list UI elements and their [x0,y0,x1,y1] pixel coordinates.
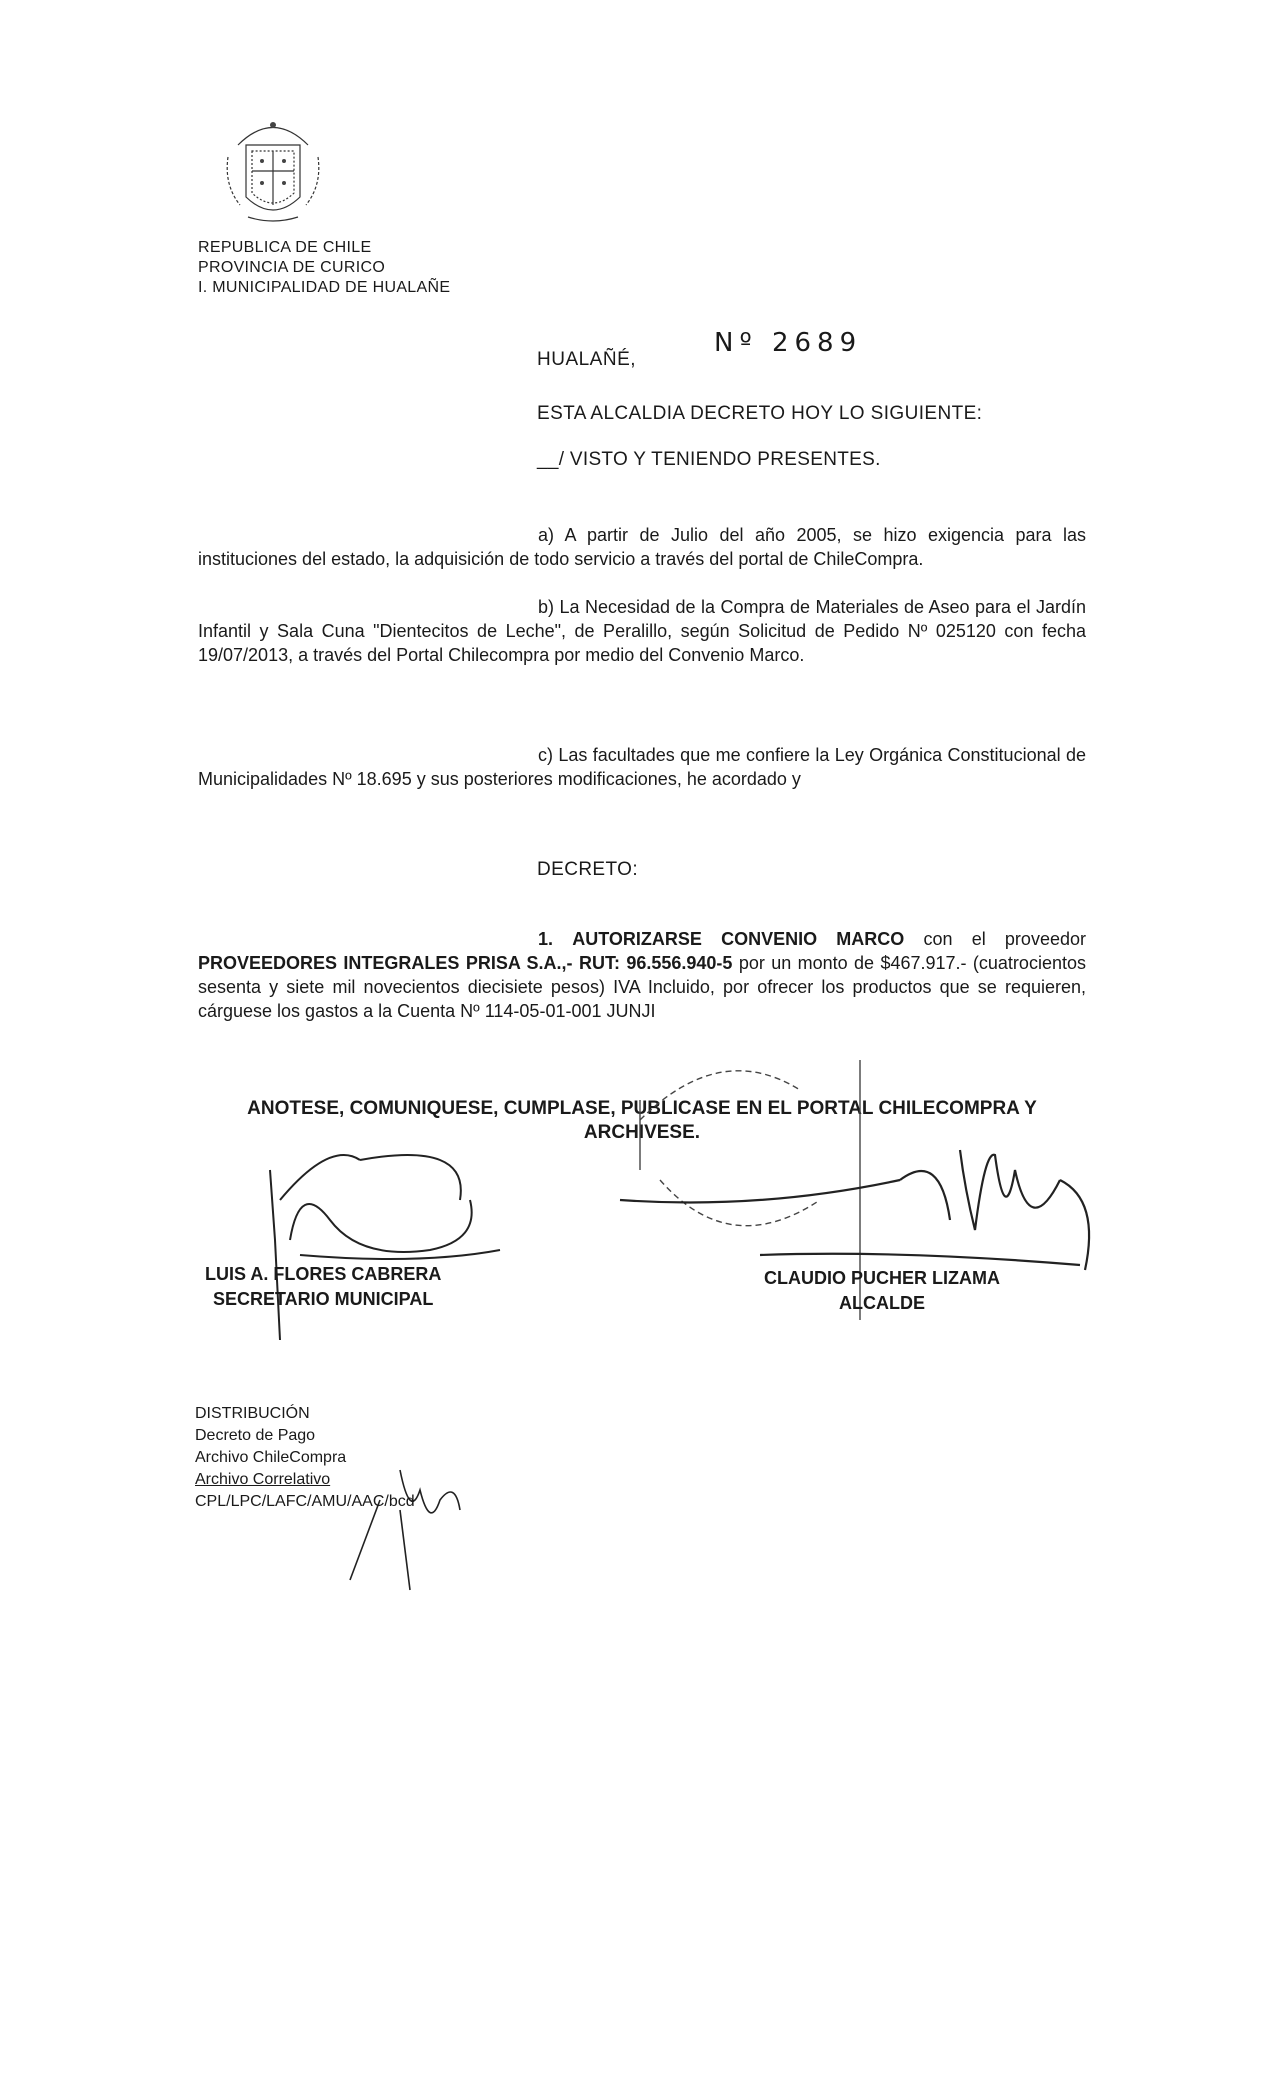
decree-number: Nº 2689 [714,328,863,358]
distribution-item: Decreto de Pago [195,1427,316,1444]
signature-block-mayor [764,1266,1000,1316]
right-signature-icon [620,1150,1089,1270]
header-line-province: PROVINCIA DE CURICO [198,259,386,276]
mayor-name: CLAUDIO PUCHER LIZAMA [764,1268,1000,1288]
visto-heading: __/ VISTO Y TENIENDO PRESENTES. [537,449,881,470]
decree-provider: PROVEEDORES INTEGRALES PRISA S.A.,- RUT: 96.556.940-5 [198,953,733,973]
decree-item-rest: por un monto de $467.917.- (cuatrocientos sesenta y siete mil novecientos diecisiete pesos) IVA Incluido, por ofrecer los productos que se requieren, cárguese los gastos a la Cuenta Nº 114-05-01-001 JUNJI [198,953,1086,1021]
decree-item-lead: AUTORIZARSE CONVENIO MARCO [572,929,905,949]
closing-line-1: ANOTESE, COMUNIQUESE, CUMPLASE, PUBLICASE EN EL PORTAL CHILECOMPRA Y [247,1098,1037,1119]
consideration-c-text: c) Las facultades que me confiere la Ley Orgánica Constitucional de Municipalidades Nº 18.695 y sus posteriores modificaciones, he acordado y [198,745,1086,789]
secretary-name: LUIS A. FLORES CABRERA [205,1264,442,1284]
consideration-b-text: b) La Necesidad de la Compra de Materiales de Aseo para el Jardín Infantil y Sala Cuna "Dientecitos de Leche", de Peralillo, según Solicitud de Pedido Nº 025120 con fecha 19/07/2013, a través del Portal Chilecompra por medio del Convenio Marco. [198,597,1086,665]
header-line-country: REPUBLICA DE CHILE [198,239,372,256]
distribution-item: CPL/LPC/LAFC/AMU/AAC/bcd [195,1493,415,1510]
distribution-list [195,1403,415,1513]
decree-intro: ESTA ALCALDIA DECRETO HOY LO SIGUIENTE: [537,403,983,424]
left-signature-icon [270,1155,500,1340]
decree-heading: DECRETO: [537,859,639,880]
distribution-item: Archivo ChileCompra [195,1449,347,1466]
header-line-municipality: I. MUNICIPALIDAD DE HUALAÑE [198,279,451,296]
closing-line-2: ARCHIVESE. [583,1122,701,1143]
secretary-title: SECRETARIO MUNICIPAL [213,1289,434,1309]
consideration-a-text: a) A partir de Julio del año 2005, se hizo exigencia para las instituciones del estado, la adquisición de todo servicio a través del portal de ChileCompra. [198,525,1086,569]
signature-block-secretary [205,1262,441,1312]
distribution-heading: DISTRIBUCIÓN [195,1405,310,1422]
decree-item-mid: con el proveedor [923,929,1086,949]
distribution-item: Archivo Correlativo [195,1471,331,1488]
document-place: HUALAÑÉ, [537,349,637,370]
decree-item-number: 1. [538,929,554,949]
mayor-title: ALCALDE [839,1293,925,1313]
